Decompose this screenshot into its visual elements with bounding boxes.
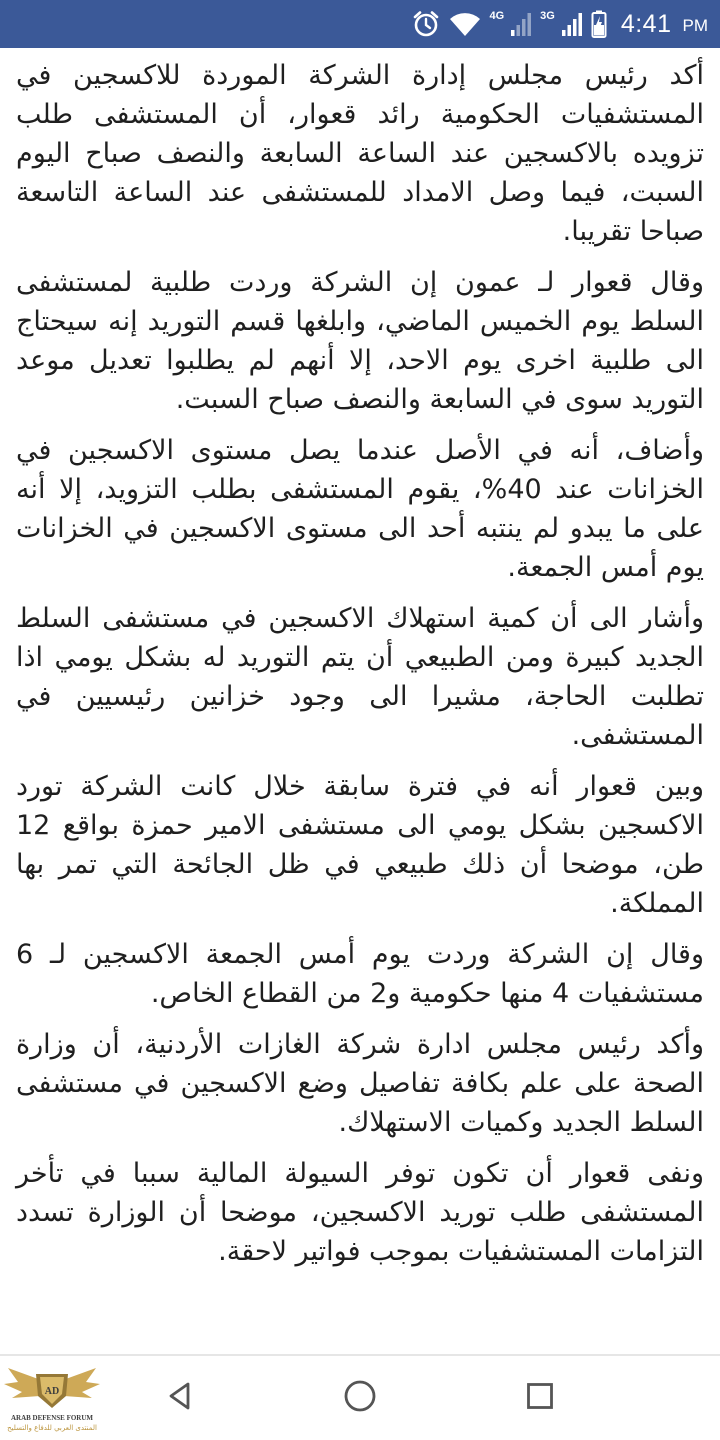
- navigation-bar: [0, 1356, 720, 1440]
- home-icon: [343, 1379, 377, 1417]
- home-button[interactable]: [315, 1356, 405, 1440]
- recents-button[interactable]: [495, 1356, 585, 1440]
- eagle-emblem-icon: [0, 1362, 104, 1416]
- article-body: [16, 56, 704, 1283]
- network-type-1: 4G: [489, 10, 505, 22]
- recents-icon: [525, 1381, 555, 1415]
- signal-icon: [510, 11, 532, 37]
- status-icons: [411, 0, 708, 48]
- back-button[interactable]: [135, 1356, 225, 1440]
- status-bar: [0, 0, 720, 48]
- signal-icon: [561, 11, 583, 37]
- article-paragraph: ونفى قعوار أن تكون توفر السيولة المالية سببا في تأخر المستشفى طلب توريد الاكسجين، موضحا أن الوزارة تسدد التزامات المستشفيات بموجب فواتير لاحقة.: [16, 1158, 704, 1267]
- watermark-arabic: المنتدى العربي للدفاع والتسليح: [7, 1424, 97, 1432]
- article-paragraph: وأضاف، أنه في الأصل عندما يصل مستوى الاكسجين في الخزانات عند 40%، يقوم المستشفى بطلب التزويد، إلا أنه على ما يبدو لم ينتبه أحد الى مستوى الاكسجين في الخزانات يوم أمس الجمعة.: [16, 435, 705, 583]
- battery-charging-icon: [591, 10, 607, 38]
- article-paragraph: وقال إن الشركة وردت يوم أمس الجمعة الاكسجين لـ 6 مستشفيات 4 منها حكومية و2 من القطاع الخاص.: [16, 939, 704, 1009]
- svg-text:AD: AD: [44, 1386, 60, 1397]
- back-icon: [165, 1381, 195, 1415]
- watermark-logo: [0, 1362, 104, 1438]
- alarm-icon: [411, 9, 441, 39]
- clock-ampm: PM: [682, 16, 708, 35]
- wifi-icon: [449, 11, 481, 37]
- article-paragraph: وأشار الى أن كمية استهلاك الاكسجين في مستشفى السلط الجديد كبيرة ومن الطبيعي أن يتم التوريد له بشكل يومي اذا تطلبت الحاجة، مشيرا الى وجود خزانين رئيسيين في المستشفى.: [16, 603, 704, 751]
- article-paragraph: وأكد رئيس مجلس ادارة شركة الغازات الأردنية، أن وزارة الصحة على علم بكافة تفاصيل وضع الاكسجين في مستشفى السلط الجديد وكميات الاستهلاك.: [16, 1029, 704, 1138]
- network-type-2: 3G: [540, 10, 555, 22]
- clock-time: 4:41: [620, 9, 672, 38]
- article-paragraph: وبين قعوار أنه في فترة سابقة خلال كانت الشركة تورد الاكسجين بشكل يومي الى مستشفى الامير حمزة بواقع 12 طن، موضحا أن ذلك طبيعي في ظل الجائحة التي تمر بها المملكة.: [16, 771, 704, 919]
- article-paragraph: أكد رئيس مجلس إدارة الشركة الموردة للاكسجين في المستشفيات الحكومية رائد قعوار، أن المستشفى طلب تزويده بالاكسجين عند الساعة السابعة والنصف صباح اليوم السبت، فيما وصل الامداد للمستشفى عند الساعة التاسعة صباحا تقريبا.: [16, 60, 704, 247]
- article-paragraph: وقال قعوار لـ عمون إن الشركة وردت طلبية لمستشفى السلط يوم الخميس الماضي، وابلغها قسم التوريد إنه سيحتاج الى طلبية اخرى يوم الاحد، إلا أنهم لم يطلبوا تعديل موعد التوريد سوى في السابعة والنصف صباح السبت.: [16, 267, 704, 415]
- watermark-name: ARAB DEFENSE FORUM: [10, 1414, 94, 1422]
